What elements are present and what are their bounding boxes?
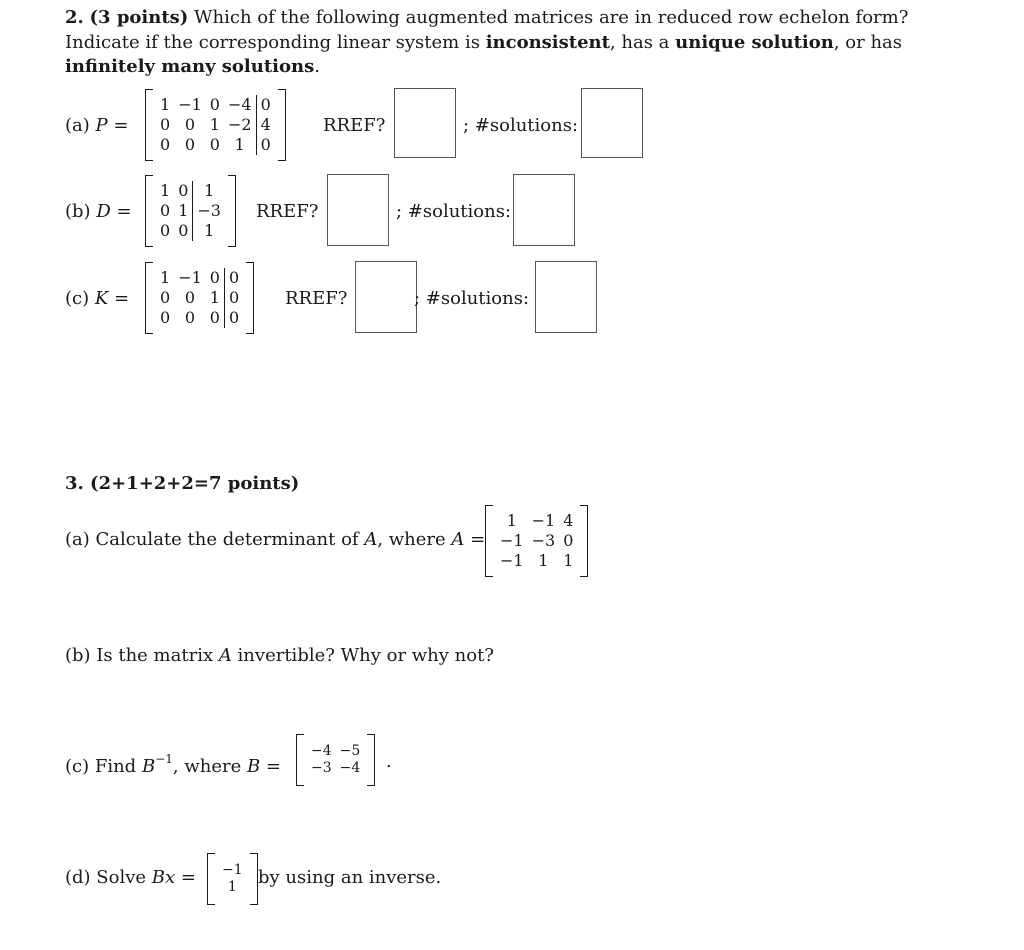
matrix-d-cells [153, 175, 228, 247]
word-unique-solution: unique solution [675, 31, 834, 53]
matrix-entry: −1 [222, 862, 243, 878]
p3c-period: . [386, 751, 392, 772]
matrix-entry: 0 [224, 268, 243, 288]
solutions-label-a: ; #solutions: [463, 115, 579, 136]
problem-2-period: . [314, 56, 320, 77]
matrix-a-cells [493, 505, 580, 577]
problem-2-line2b: , has a [609, 31, 676, 53]
matrix-entry: −1 [531, 511, 556, 530]
p3a-prefix: (a) Calculate the determinant of [65, 529, 365, 550]
solutions-label-c: ; #solutions: [414, 288, 530, 309]
p3d-suffix: by using an inverse. [258, 867, 442, 888]
matrix-entry: 0 [160, 115, 171, 134]
left-bracket [485, 505, 493, 577]
part-a-label [65, 114, 128, 138]
equals-sign: = [464, 529, 486, 550]
matrix-entry: 1 [160, 181, 171, 200]
matrix-a-name: A [218, 645, 232, 666]
equals-sign: = [110, 201, 132, 222]
right-bracket [367, 734, 375, 786]
matrix-entry: 0 [160, 308, 171, 327]
rref-answer-box-b[interactable] [327, 174, 389, 246]
matrix-entry: 0 [256, 95, 275, 115]
matrix-b [296, 734, 375, 786]
matrix-entry: 0 [184, 308, 196, 327]
matrix-a [485, 505, 588, 577]
matrix-b-name: B [246, 756, 261, 777]
matrix-entry: −3 [192, 201, 225, 221]
rref-answer-box-c[interactable] [355, 261, 417, 333]
matrix-k-cells [153, 262, 246, 334]
problem-2-points: (3 points) [89, 7, 189, 28]
part-c-label [65, 287, 129, 311]
p3b-prefix: (b) Is the matrix [65, 645, 219, 666]
solutions-answer-box-c[interactable] [535, 261, 597, 333]
matrix-entry: 1 [192, 221, 225, 241]
matrix-entry: 0 [563, 531, 574, 550]
matrix-entry: −3 [531, 531, 556, 550]
problem-3a-text [65, 528, 485, 552]
problem-2-statement [65, 6, 965, 80]
matrix-entry: −1 [178, 268, 202, 287]
word-inconsistent: inconsistent [485, 31, 610, 53]
equals-sign: = [260, 756, 281, 777]
matrix-entry: 1 [160, 268, 171, 287]
matrix-p-cells [153, 89, 278, 161]
problem-2-line2c: , or has [833, 31, 903, 53]
p3c-prefix: (c) Find [65, 756, 142, 777]
part-b-label [65, 200, 132, 224]
matrix-entry: 0 [209, 95, 220, 114]
matrix-entry: 1 [227, 879, 237, 895]
right-bracket [228, 175, 236, 247]
rref-label-c: RREF? [285, 288, 348, 309]
matrix-entry: 1 [160, 95, 171, 114]
right-bracket [250, 853, 258, 905]
matrix-entry: 1 [192, 181, 225, 201]
matrix-entry: 4 [563, 511, 574, 530]
matrix-p [145, 89, 286, 161]
matrix-entry: 1 [538, 551, 549, 570]
vector-rhs-cells [215, 853, 250, 905]
matrix-entry: 0 [178, 181, 189, 200]
matrix-entry: 0 [224, 288, 243, 308]
equals-sign: = [107, 115, 129, 136]
problem-3b-text [65, 644, 494, 668]
part-c-letter: (c) [65, 288, 90, 309]
matrix-entry: 0 [160, 288, 171, 307]
matrix-entry: 4 [256, 115, 275, 135]
part-b-letter: (b) [65, 201, 91, 222]
solutions-answer-box-a[interactable] [581, 88, 643, 158]
p3b-suffix: invertible? Why or why not? [231, 645, 494, 666]
matrix-entry: −1 [500, 551, 524, 570]
left-bracket [145, 262, 153, 334]
matrix-a-name: A [451, 529, 465, 550]
problem-3-header: 3. (2+1+2+2=7 points) [65, 473, 300, 494]
bx-expression: Bx [151, 867, 176, 888]
matrix-entry: 0 [256, 135, 275, 155]
left-bracket [145, 89, 153, 161]
matrix-p-name: P [95, 115, 108, 136]
problem-2-number: 2. [65, 7, 84, 28]
problem-2-line2a: Indicate if the corresponding linear system is [65, 31, 486, 53]
matrix-entry: 1 [563, 551, 574, 570]
right-bracket [246, 262, 254, 334]
matrix-entry: −4 [339, 760, 361, 776]
matrix-entry: 0 [209, 268, 220, 287]
matrix-b-name: B [141, 756, 156, 777]
solutions-answer-box-b[interactable] [513, 174, 575, 246]
matrix-entry: 0 [160, 201, 171, 220]
inverse-exponent: −1 [155, 752, 173, 766]
right-bracket [580, 505, 588, 577]
rref-label-a: RREF? [323, 115, 386, 136]
equals-sign: = [175, 867, 196, 888]
problem-3d-text [65, 866, 196, 890]
vector-rhs [207, 853, 258, 905]
p3d-prefix: (d) Solve [65, 867, 152, 888]
rref-answer-box-a[interactable] [394, 88, 456, 158]
left-bracket [207, 853, 215, 905]
matrix-entry: 0 [160, 135, 171, 154]
matrix-entry: −4 [227, 95, 252, 114]
left-bracket [296, 734, 304, 786]
matrix-entry: 0 [178, 221, 189, 240]
matrix-entry: 0 [184, 135, 196, 154]
matrix-entry: 0 [209, 308, 220, 327]
matrix-entry: −1 [500, 531, 524, 550]
rref-label-b: RREF? [256, 201, 319, 222]
matrix-k [145, 262, 254, 334]
problem-2-line1: Which of the following augmented matrices are in reduced row echelon form? [188, 7, 909, 28]
matrix-entry: 0 [184, 115, 196, 134]
matrix-d-name: D [96, 201, 111, 222]
matrix-entry: 0 [209, 135, 220, 154]
matrix-entry: 1 [209, 288, 220, 307]
solutions-label-b: ; #solutions: [396, 201, 512, 222]
matrix-entry: 0 [184, 288, 196, 307]
matrix-entry: −4 [311, 743, 332, 759]
matrix-entry: −3 [311, 760, 332, 776]
problem-3c-text [65, 747, 281, 779]
left-bracket [145, 175, 153, 247]
right-bracket [278, 89, 286, 161]
matrix-b-cells [304, 734, 367, 786]
equals-sign: = [108, 288, 130, 309]
matrix-entry: 1 [178, 201, 189, 220]
matrix-entry: −2 [227, 115, 252, 134]
part-a-letter: (a) [65, 115, 90, 136]
matrix-entry: 1 [234, 135, 245, 154]
p3a-mid: , where [377, 529, 452, 550]
matrix-k-name: K [94, 288, 109, 309]
matrix-entry: 1 [209, 115, 220, 134]
matrix-entry: 1 [506, 511, 517, 530]
matrix-d [145, 175, 236, 247]
matrix-a-name: A [364, 529, 378, 550]
p3c-mid: , where [172, 756, 247, 777]
matrix-entry: 0 [224, 308, 243, 328]
matrix-entry: 0 [160, 221, 171, 240]
matrix-entry: −1 [178, 95, 202, 114]
matrix-entry: −5 [339, 743, 361, 759]
word-infinitely-many: infinitely many solutions [65, 56, 315, 77]
